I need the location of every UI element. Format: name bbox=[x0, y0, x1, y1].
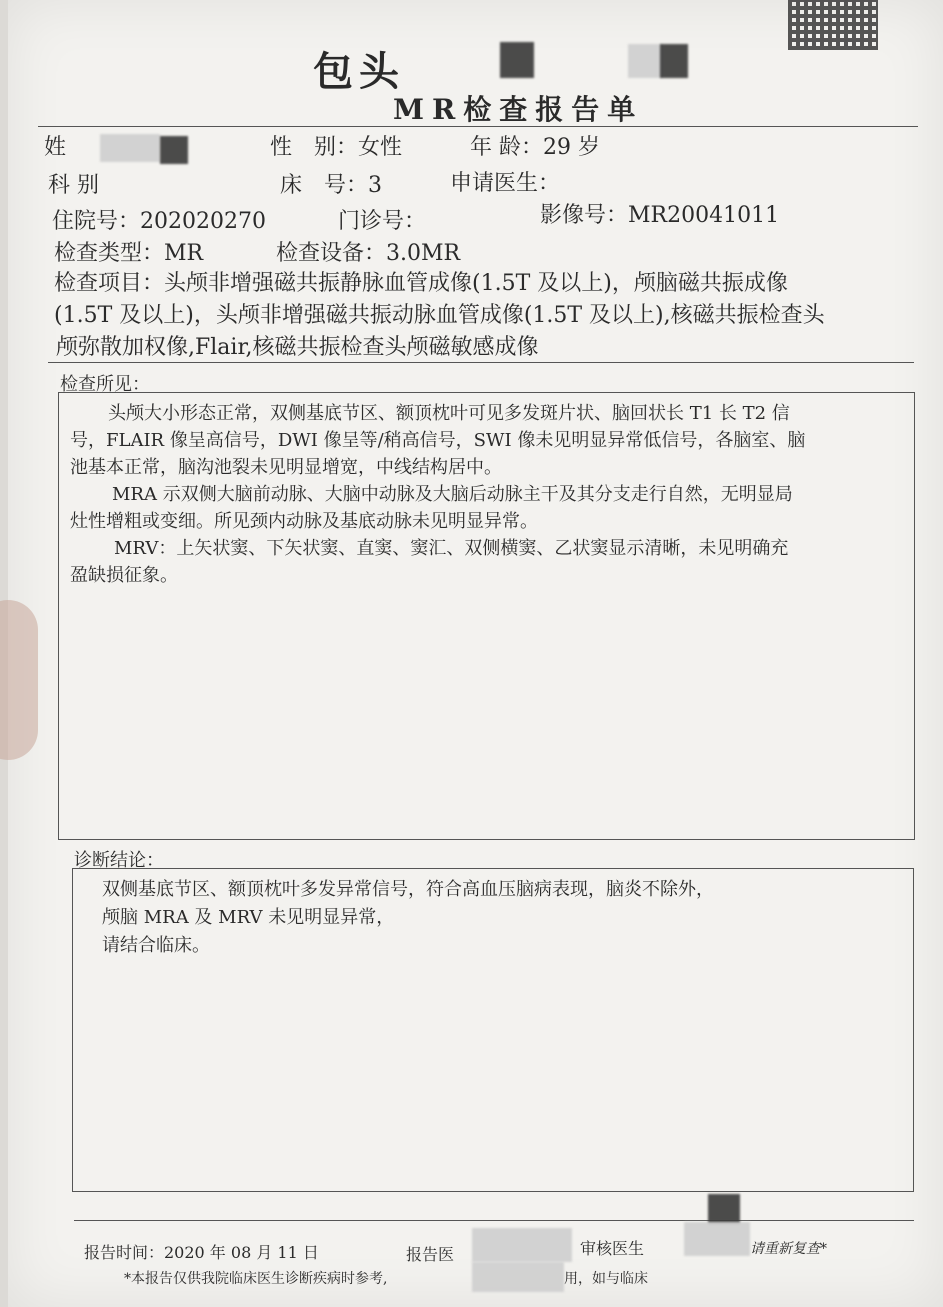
disclaimer-left: *本报告仅供我院临床医生诊断疾病时参考, bbox=[124, 1271, 388, 1287]
findings-label: 检查所见： bbox=[60, 374, 150, 395]
age-field: 年 龄：29 岁 bbox=[470, 135, 600, 160]
redaction-block bbox=[100, 134, 160, 162]
divider bbox=[38, 126, 918, 127]
diagnosis-label: 诊断结论： bbox=[74, 850, 164, 871]
reporter-label: 报告医 bbox=[406, 1245, 455, 1264]
reviewer-label: 审核医生 bbox=[580, 1239, 645, 1258]
redaction-block bbox=[472, 1228, 572, 1262]
redaction-block bbox=[472, 1262, 564, 1292]
sex-field: 性 别：女性 bbox=[270, 135, 403, 160]
exam-type: 检查类型：MR bbox=[54, 241, 204, 266]
divider bbox=[74, 1220, 914, 1221]
redaction-block bbox=[628, 44, 662, 78]
divider bbox=[48, 362, 914, 363]
dept-label: 科 别 bbox=[48, 173, 99, 198]
diagnosis-text: 双侧基底节区、额顶枕叶多发异常信号，符合高血压脑病表现，脑炎不除外， 颅脑 MRA 及 MRV 未见明显异常， 请结合临床。 bbox=[102, 879, 714, 956]
inpatient-no: 住院号：202020270 bbox=[52, 209, 266, 234]
report-time: 报告时间：2020 年 08 月 11 日 bbox=[84, 1243, 319, 1262]
disclaimer-right: 用，如与临床 bbox=[564, 1271, 648, 1287]
exam-device: 检查设备：3.0MR bbox=[276, 241, 461, 266]
qr-code bbox=[788, 0, 878, 50]
exam-items-line: 检查项目：头颅非增强磁共振静脉血管成像(1.5T 及以上)，颅脑磁共振成像 bbox=[54, 271, 788, 296]
doctor-field: 申请医生： bbox=[450, 171, 561, 196]
image-no: 影像号：MR20041011 bbox=[540, 203, 780, 228]
redaction-block bbox=[500, 42, 534, 78]
report-title: MR检查报告单 bbox=[393, 93, 644, 126]
findings-text: 头颅大小形态正常，双侧基底节区、额顶枕叶可见多发斑片状、脑回状长 T1 长 T2 信 号，FLAIR 像呈高信号，DWI 像呈等/稍高信号，SWI 像未见明显异常低信号，各脑室、脑 池基本正常，脑沟池裂未见明显增宽，中线结构居中。 MRA 示双侧大脑前动脉、大脑中动脉及大脑后动脉主干及其分支走行自然，无明显局 灶性增粗或变细。所见颈内动脉及基底动脉未见明显异常。 MRV：上矢状窦、下矢状窦、直窦、窦汇、双侧横窦、乙状窦显示清晰，未见明确充 盈缺损征象。 bbox=[70, 403, 806, 586]
redaction-block bbox=[708, 1194, 740, 1224]
redaction-block bbox=[660, 44, 688, 78]
outpatient-no: 门诊号： bbox=[338, 209, 427, 234]
bed-field: 床 号：3 bbox=[280, 173, 382, 198]
redaction-block bbox=[160, 136, 188, 164]
name-label: 姓 bbox=[44, 135, 67, 160]
finger bbox=[0, 600, 38, 760]
reexamine-note: 请重新复查* bbox=[750, 1241, 827, 1257]
redaction-block bbox=[684, 1222, 750, 1256]
hospital-name: 包头 bbox=[313, 48, 405, 95]
exam-items-line: (1.5T 及以上)，头颅非增强磁共振动脉血管成像(1.5T 及以上),核磁共振检查头 bbox=[54, 303, 825, 328]
exam-items-line: 颅弥散加权像,Flair,核磁共振检查头颅磁敏感成像 bbox=[56, 335, 539, 360]
report-page bbox=[8, 0, 943, 1307]
